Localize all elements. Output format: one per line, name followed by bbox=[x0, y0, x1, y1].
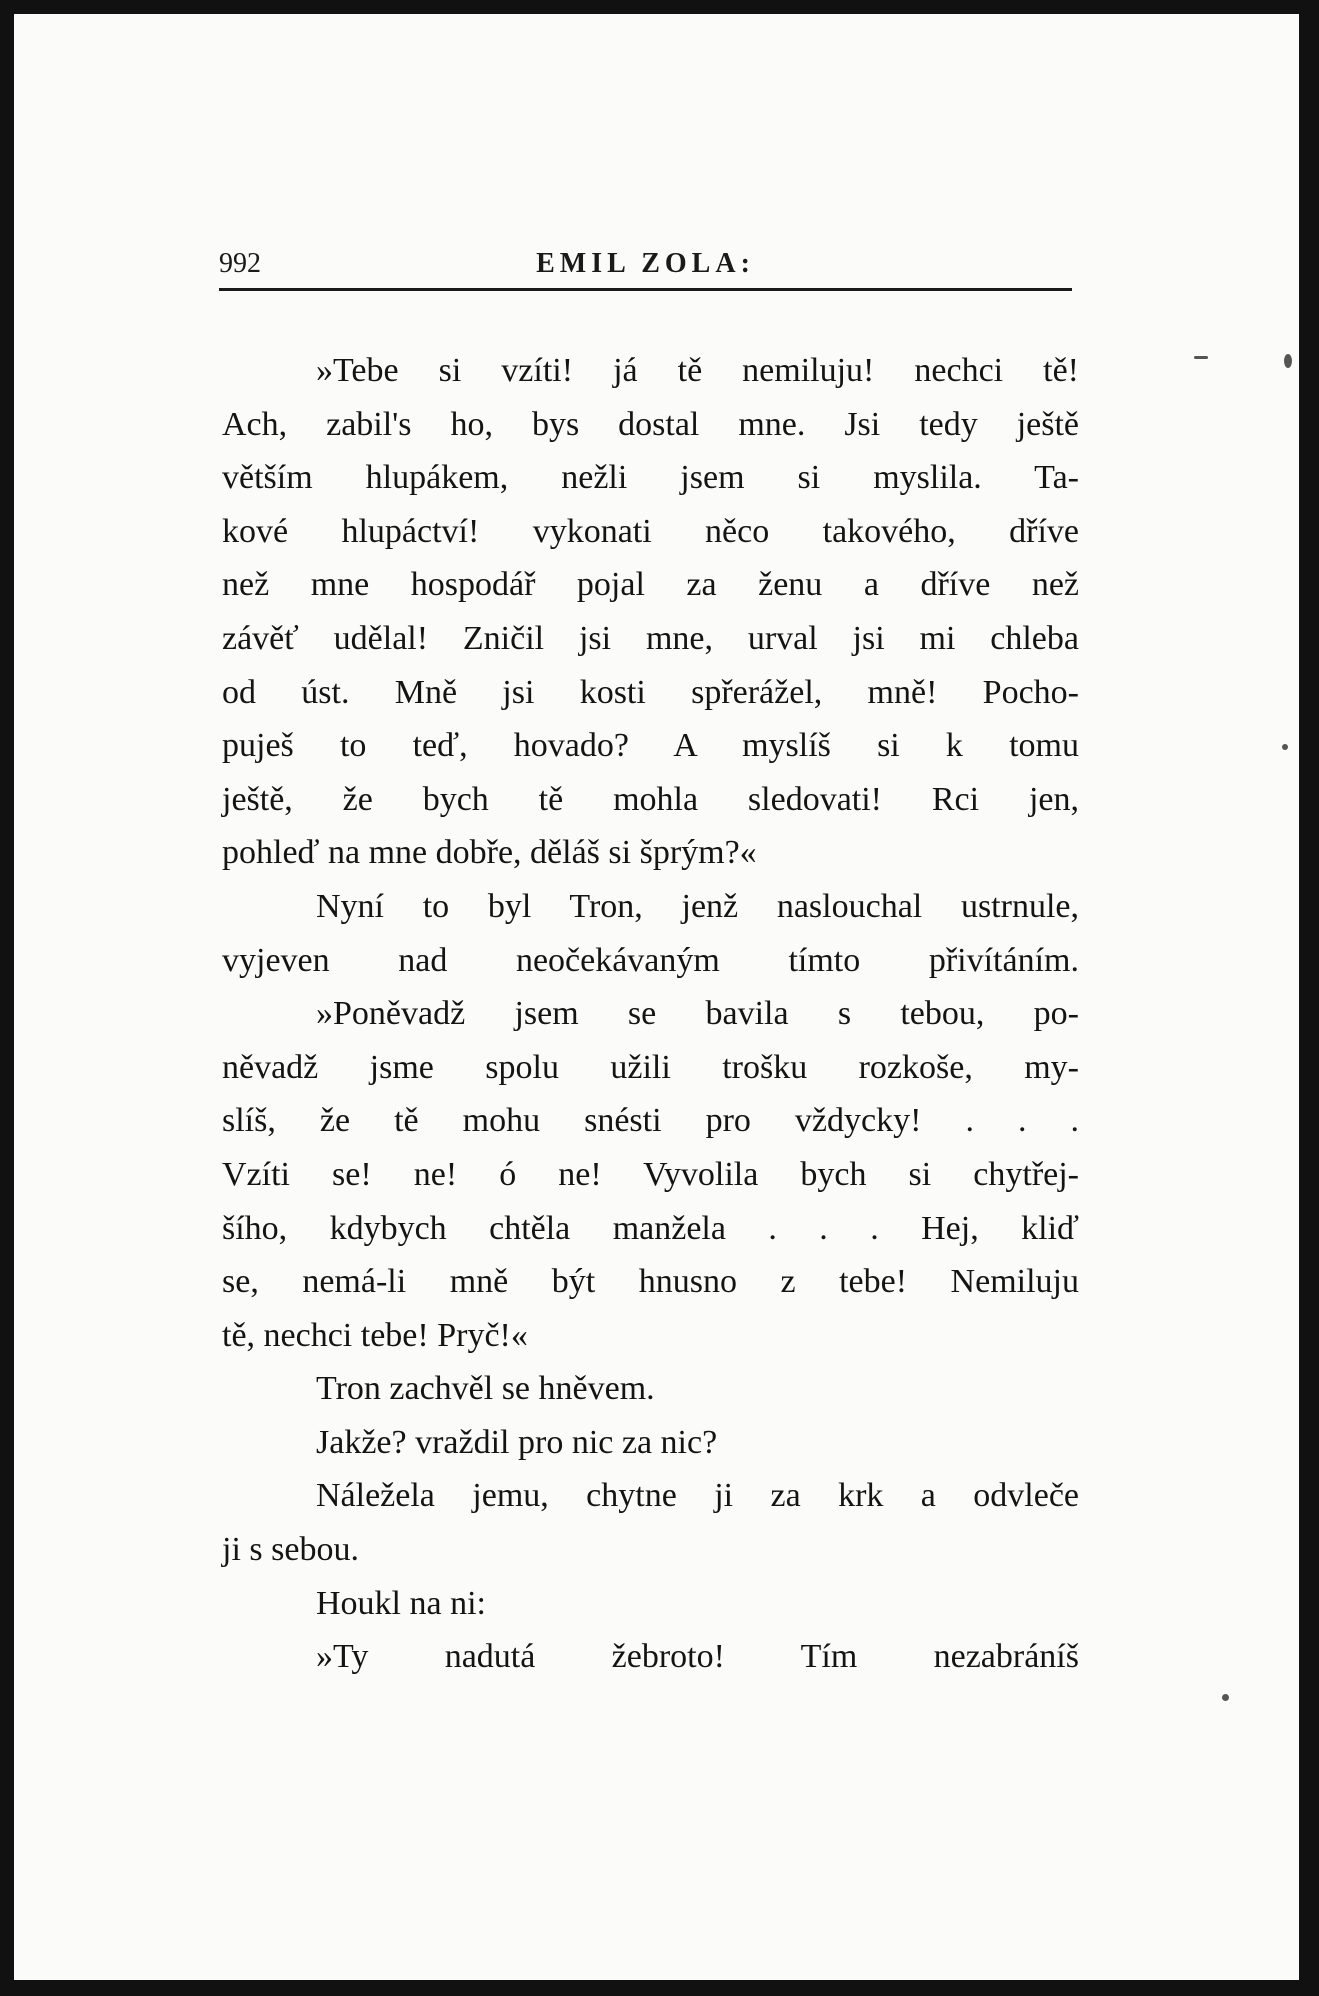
text-line: Nyní to byl Tron, jenž naslouchal ustrnule, bbox=[316, 887, 1079, 925]
text-line: slíš, že tě mohu snésti pro vždycky! . . . bbox=[222, 1102, 1079, 1140]
text-line: Tron zachvěl se hněvem. bbox=[316, 1370, 655, 1408]
running-title: EMIL ZOLA: bbox=[536, 248, 755, 279]
paper-speck bbox=[1222, 1694, 1229, 1701]
text-line: »Ty nadutá žebroto! Tím nezabráníš bbox=[316, 1638, 1079, 1676]
text-line: závěť udělal! Zničil jsi mne, urval jsi mi chleba bbox=[222, 619, 1079, 657]
text-line: Jakže? vraždil pro nic za nic? bbox=[316, 1423, 718, 1461]
page-header bbox=[219, 242, 1072, 291]
text-line: »Tebe si vzíti! já tě nemiluju! nechci tě! bbox=[316, 352, 1079, 389]
text-line: ještě, že bych tě mohla sledovati! Rci jen, bbox=[222, 780, 1079, 818]
text-line: se, nemá-li mně být hnusno z tebe! Nemiluju bbox=[222, 1263, 1079, 1301]
text-line: vyjeven nad neočekávaným tímto přivítáním. bbox=[222, 941, 1079, 979]
text-line: Vzíti se! ne! ó ne! Vyvolila bych si chytřej- bbox=[222, 1155, 1079, 1193]
text-line: puješ to teď, hovado? A myslíš si k tomu bbox=[222, 727, 1079, 765]
text-line: ji s sebou. bbox=[222, 1531, 359, 1569]
paper-speck bbox=[1194, 356, 1208, 359]
text-line: něvadž jsme spolu užili trošku rozkoše, my- bbox=[222, 1048, 1079, 1086]
text-line: Ach, zabil's ho, bys dostal mne. Jsi tedy ještě bbox=[222, 405, 1079, 443]
book-page bbox=[14, 14, 1299, 1980]
text-line: pohleď na mne dobře, děláš si šprým?« bbox=[222, 834, 757, 872]
text-line: Náležela jemu, chytne ji za krk a odvleče bbox=[316, 1477, 1079, 1515]
text-line: větším hlupákem, nežli jsem si myslila. Ta- bbox=[222, 459, 1079, 497]
text-line: Houkl na ni: bbox=[316, 1584, 486, 1622]
text-line: než mne hospodář pojal za ženu a dříve než bbox=[222, 566, 1079, 604]
text-line: tě, nechci tebe! Pryč!« bbox=[222, 1316, 528, 1354]
paper-speck bbox=[1284, 354, 1292, 368]
text-line: kové hlupáctví! vykonati něco takového, dříve bbox=[222, 512, 1079, 550]
paper-speck bbox=[1282, 744, 1288, 750]
body-text bbox=[222, 344, 1079, 1684]
text-line: šího, kdybych chtěla manžela . . . Hej, kliď bbox=[222, 1209, 1079, 1247]
text-line: »Poněvadž jsem se bavila s tebou, po- bbox=[316, 995, 1079, 1033]
text-line: od úst. Mně jsi kosti spřerážel, mně! Pocho- bbox=[222, 673, 1079, 711]
page-number: 992 bbox=[219, 248, 261, 279]
